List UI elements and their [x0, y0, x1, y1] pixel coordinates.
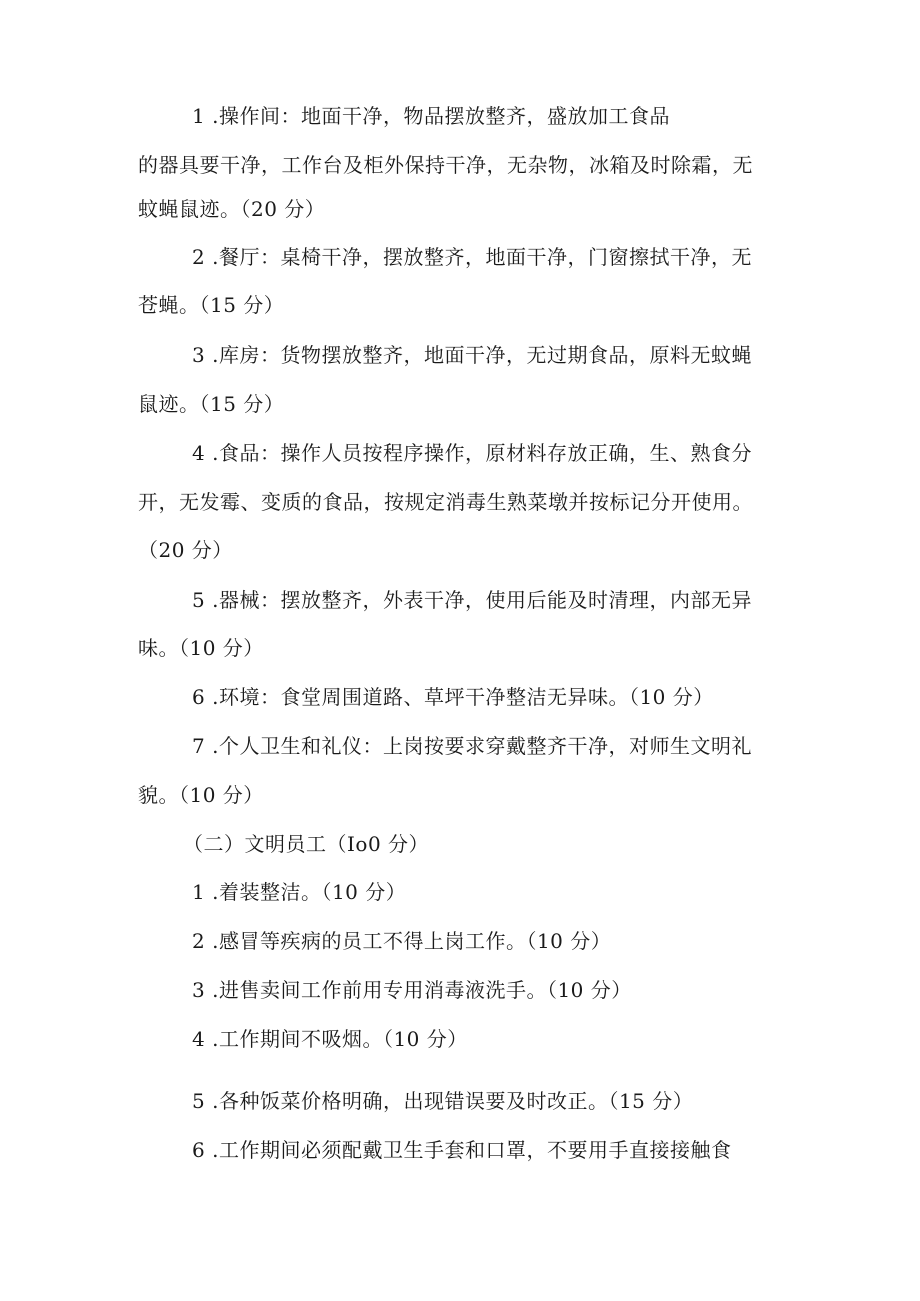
- text-line: 蚊蝇鼠迹。（20 分）: [138, 197, 326, 221]
- text-line: 味。（10 分）: [138, 636, 264, 660]
- text-line: 5 .器械：摆放整齐，外表干净，使用后能及时清理，内部无异: [192, 588, 752, 612]
- text-line: 1 .操作间：地面干净，物品摆放整齐，盛放加工食品: [192, 104, 670, 128]
- text-line: 6 .工作期间必须配戴卫生手套和口罩，不要用手直接接触食: [192, 1138, 732, 1162]
- text-line: 苍蝇。（15 分）: [138, 293, 285, 317]
- text-line: 2 .餐厅：桌椅干净，摆放整齐，地面干净，门窗擦拭干净，无: [192, 245, 752, 269]
- text-line: 6 .环境：食堂周围道路、草坪干净整洁无异味。（10 分）: [192, 685, 714, 709]
- text-line: 的器具要干净，工作台及柜外保持干净，无杂物，冰箱及时除霜，无: [138, 153, 753, 177]
- text-line: 3 .进售卖间工作前用专用消毒液洗手。（10 分）: [192, 978, 632, 1002]
- section-heading: （二）文明员工（Io0 分）: [183, 832, 430, 856]
- text-line: 3 .库房：货物摆放整齐，地面干净，无过期食品，原料无蚊蝇: [192, 343, 752, 367]
- text-line: 开，无发霉、变质的食品，按规定消毒生熟菜墩并按标记分开使用。: [138, 490, 753, 514]
- text-line: 鼠迹。（15 分）: [138, 392, 285, 416]
- text-line: 2 .感冒等疾病的员工不得上岗工作。（10 分）: [192, 929, 612, 953]
- text-line: （20 分）: [138, 538, 233, 562]
- text-line: 5 .各种饭菜价格明确，出现错误要及时改正。（15 分）: [192, 1089, 694, 1113]
- text-line: 貌。（10 分）: [138, 783, 264, 807]
- text-line: 1 .着装整洁。（10 分）: [192, 880, 407, 904]
- text-line: 4 .工作期间不吸烟。（10 分）: [192, 1027, 468, 1051]
- text-line: 4 .食品：操作人员按程序操作，原材料存放正确，生、熟食分: [192, 441, 752, 465]
- text-line: 7 .个人卫生和礼仪：上岗按要求穿戴整齐干净，对师生文明礼: [192, 734, 752, 758]
